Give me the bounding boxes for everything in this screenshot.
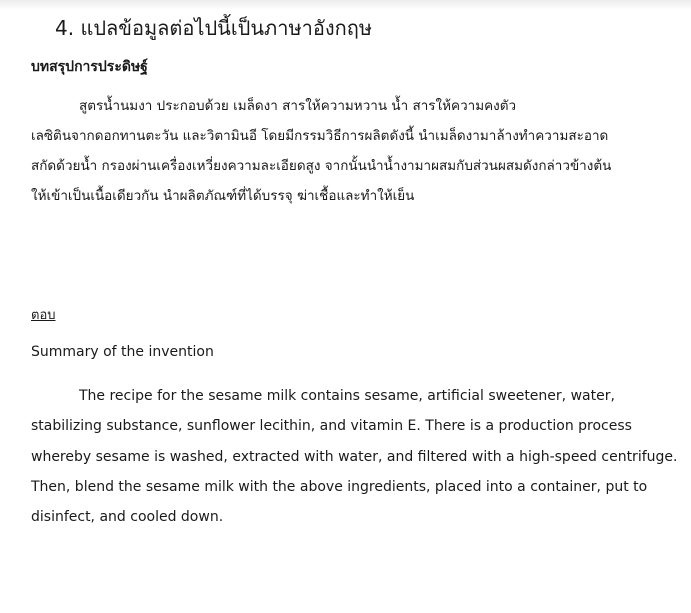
thai-paragraph <box>31 95 671 215</box>
question-title: 4. แปลข้อมูลต่อไปนี้เป็นภาษาอังกฤษ <box>55 16 373 40</box>
english-line: stabilizing substance, sunflower lecithin, and vitamin E. There is a production process <box>31 418 632 435</box>
english-line: whereby sesame is washed, extracted with water, and filtered with a high-speed centrifuge. <box>31 448 678 465</box>
thai-heading: บทสรุปการประดิษฐ์ <box>31 59 148 75</box>
english-heading: Summary of the invention <box>31 344 214 360</box>
answer-label: ตอบ <box>31 308 56 323</box>
thai-line: สูตรน้ำนมงา ประกอบด้วย เมล็ดงา สารให้ความหวาน น้ำ สารให้ความคงตัว <box>79 98 517 114</box>
english-paragraph <box>31 385 681 536</box>
english-line: The recipe for the sesame milk contains sesame, artificial sweetener, water, <box>79 388 615 404</box>
english-line: Then, blend the sesame milk with the above ingredients, placed into a container, put to <box>31 478 648 495</box>
thai-line: สกัดด้วยน้ำ กรองผ่านเครื่องเหวี่ยงความละเอียดสูง จากนั้นนำน้ำงามาผสมกับส่วนผสมดังกล่าวข้างต้น <box>31 158 612 174</box>
thai-line: ให้เข้าเป็นเนื้อเดียวกัน นำผลิตภัณฑ์ที่ได้บรรจุ ฆ่าเชื้อและทำให้เย็น <box>31 188 415 204</box>
english-line: disinfect, and cooled down. <box>31 509 224 526</box>
thai-line: เลซิตินจากดอกทานตะวัน และวิตามินอี โดยมีกรรมวิธีการผลิตดังนี้ นำเมล็ดงามาล้างทำความสะอาด <box>31 128 609 144</box>
top-shadow <box>0 0 691 10</box>
